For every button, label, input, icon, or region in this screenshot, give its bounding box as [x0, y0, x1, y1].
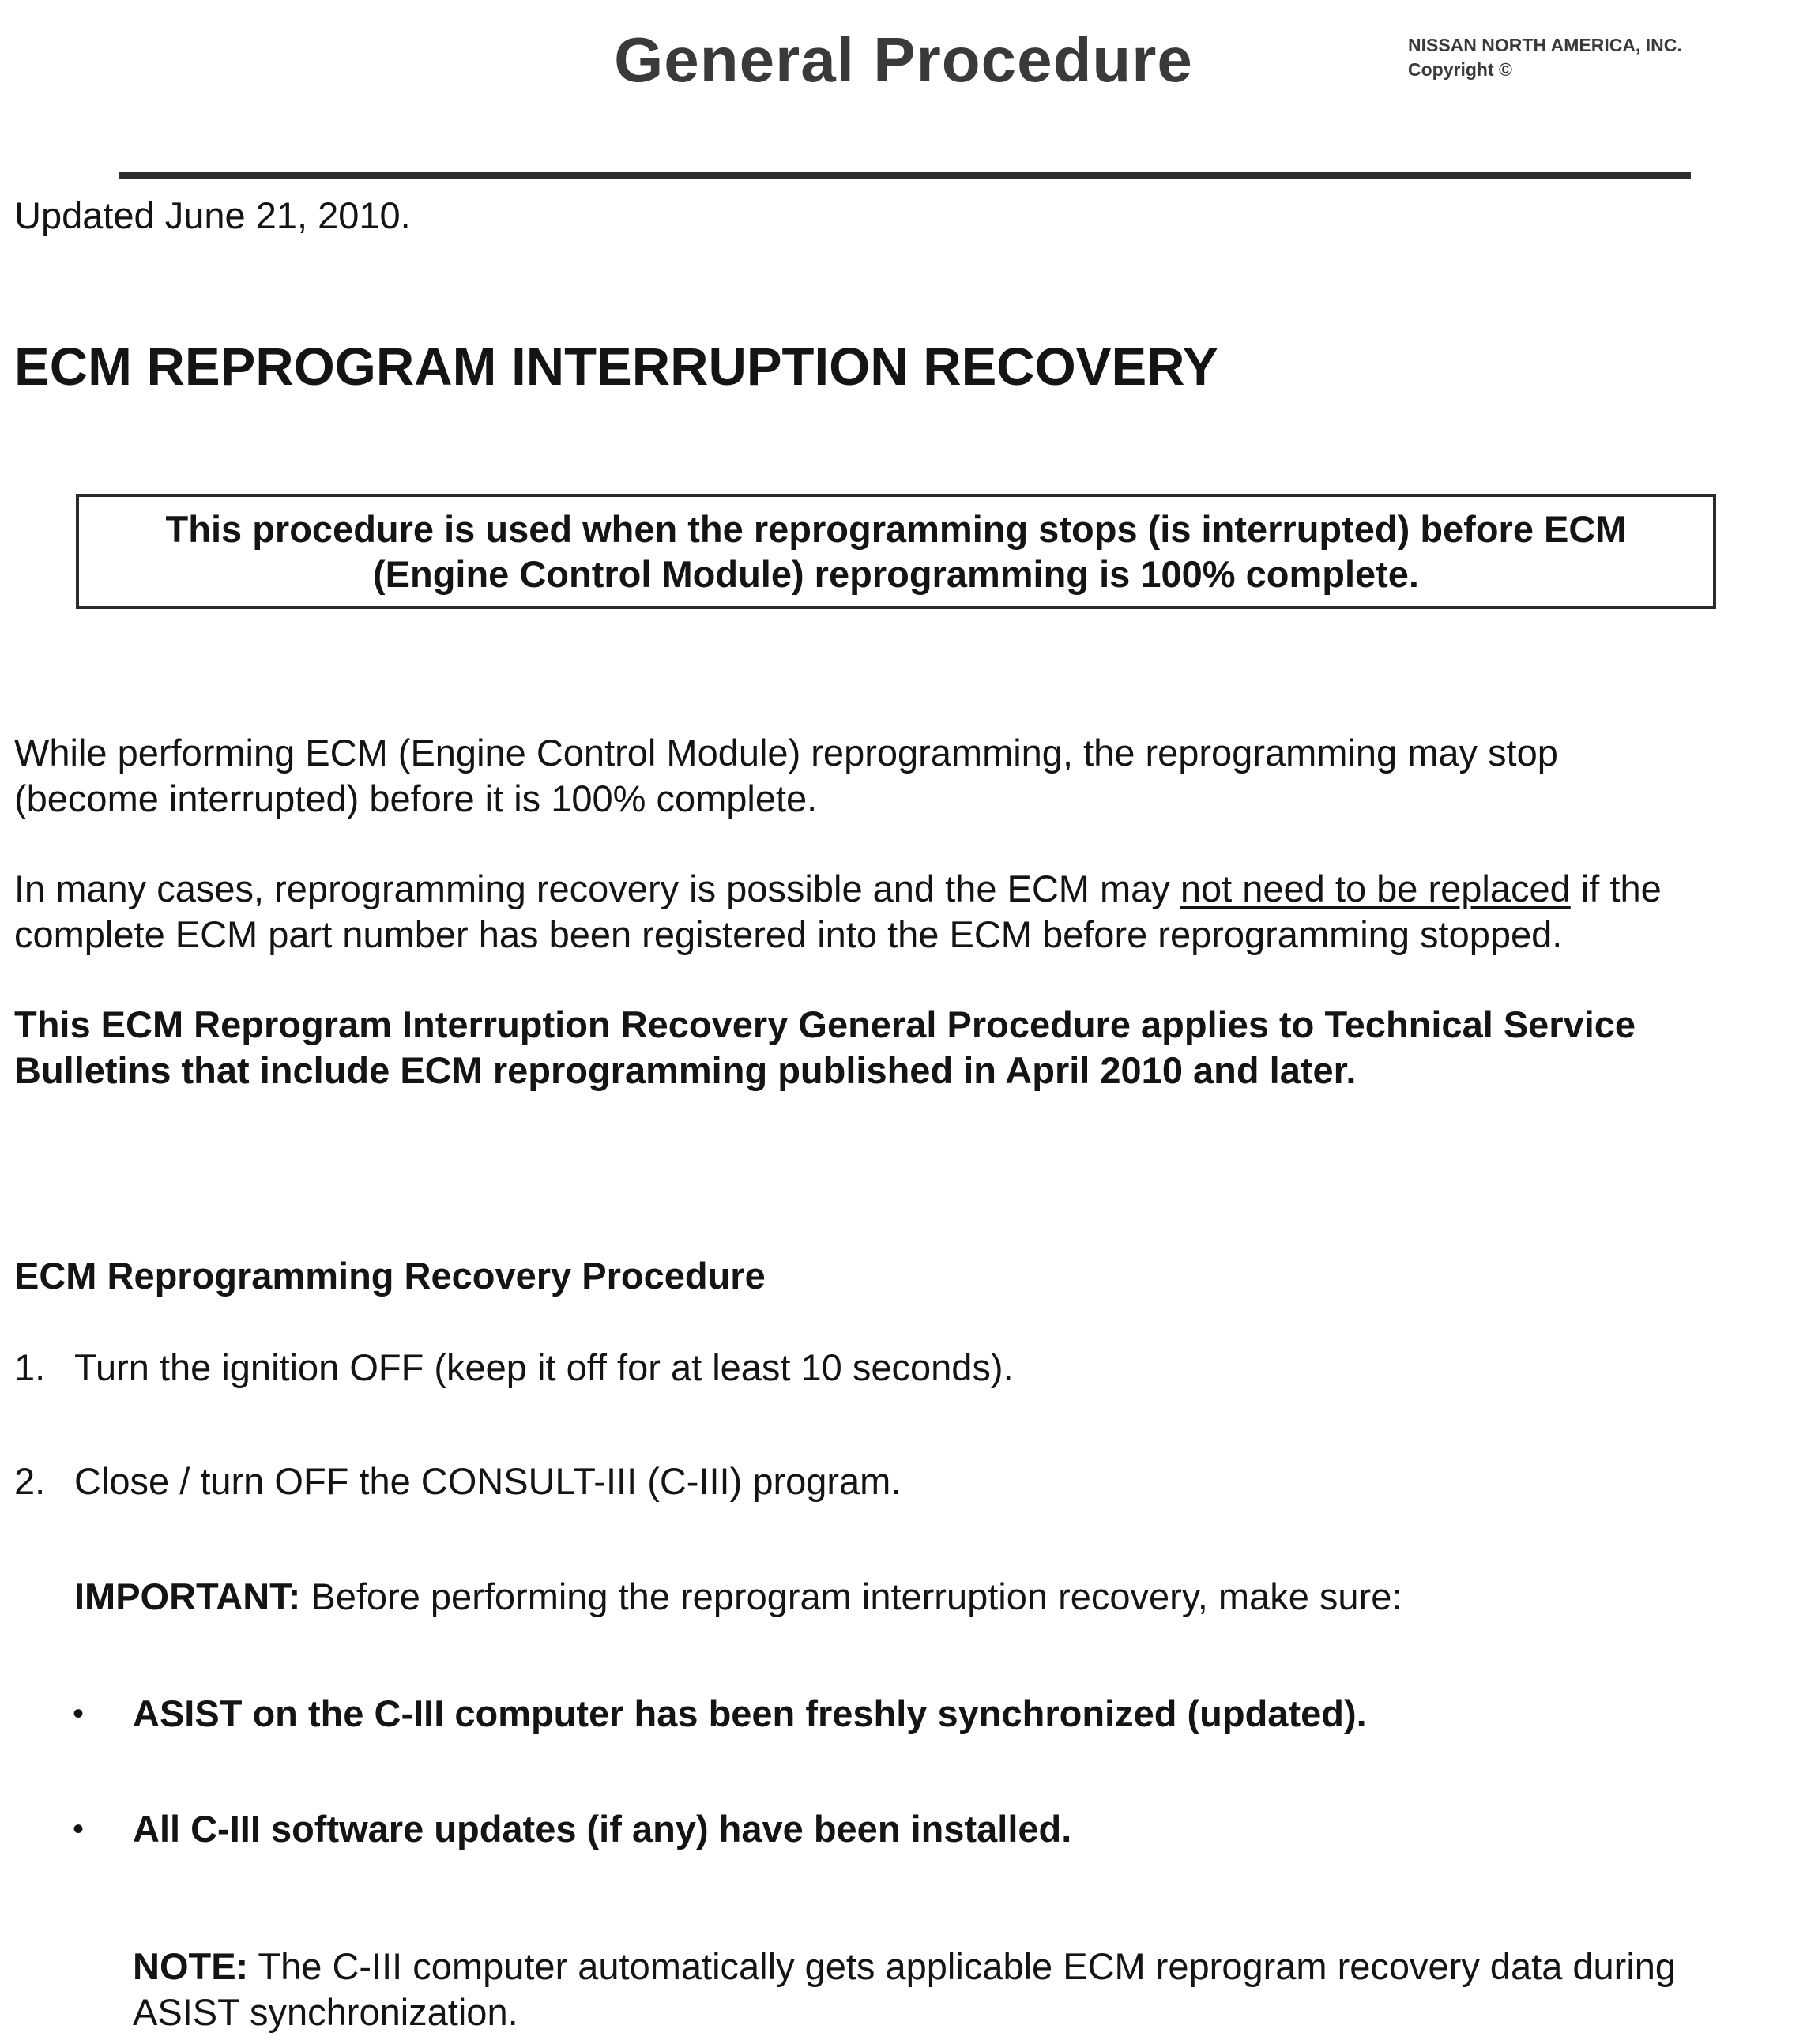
step-text: Close / turn OFF the CONSULT-III (C-III) program. [74, 1460, 902, 1502]
step-number: 2. [14, 1460, 46, 1502]
paragraph-2-line-2: complete ECM part number has been registered into the ECM before reprogramming stopped. [14, 913, 1563, 955]
paragraph-2-text-a: In many cases, reprogramming recovery is possible and the ECM may [14, 868, 1180, 909]
important-label: IMPORTANT: [74, 1575, 301, 1617]
underlined-phrase: not need to be replaced [1180, 868, 1571, 909]
note-label: NOTE: [133, 1945, 249, 1987]
note-line-1 [133, 1944, 1676, 1989]
paragraph-1-line-1: While performing ECM (Engine Control Module) reprogramming, the reprogramming may stop [14, 732, 1558, 774]
copyright-text: Copyright © [1408, 59, 1512, 80]
bullet-icon: • [73, 1812, 85, 1846]
paragraph-3-line-1: This ECM Reprogram Interruption Recovery General Procedure applies to Technical Service [14, 1003, 1636, 1045]
notice-line-2: (Engine Control Module) reprogramming is 100% complete. [372, 553, 1419, 595]
paragraph-1-line-2: (become interrupted) before it is 100% complete. [14, 777, 818, 819]
document-title: ECM REPROGRAM INTERRUPTION RECOVERY [14, 337, 1218, 397]
header-divider [119, 172, 1691, 179]
paragraph-2-line-1 [14, 866, 1662, 912]
step-number: 1. [14, 1346, 46, 1388]
bullet-text: All C-III software updates (if any) have been installed. [133, 1808, 1072, 1850]
step-2 [14, 1459, 901, 1504]
step-text: Turn the ignition OFF (keep it off for at least 10 seconds). [74, 1346, 1014, 1388]
notice-line-1: This procedure is used when the reprogramming stops (is interrupted) before ECM [165, 508, 1627, 550]
note-line-2: ASIST synchronization. [133, 1991, 518, 2033]
bullet-icon: • [73, 1696, 85, 1731]
notice-box [76, 494, 1716, 609]
step-1 [14, 1345, 1014, 1391]
copyright-notice [1408, 33, 1682, 82]
bullet-item [0, 1806, 1807, 1852]
paragraph-2-text-b: if the [1570, 868, 1662, 909]
section-heading: ECM Reprogramming Recovery Procedure [14, 1255, 766, 1297]
company-name: NISSAN NORTH AMERICA, INC. [1408, 35, 1682, 55]
important-text: Before performing the reprogram interruption recovery, make sure: [300, 1575, 1402, 1617]
bullet-item [0, 1691, 1807, 1737]
bullet-text: ASIST on the C-III computer has been freshly synchronized (updated). [133, 1692, 1367, 1734]
paragraph-3-line-2: Bulletins that include ECM reprogramming published in April 2010 and later. [14, 1049, 1357, 1091]
important-note [74, 1574, 1402, 1620]
updated-date: Updated June 21, 2010. [14, 194, 411, 236]
page-header-title: General Procedure [614, 24, 1193, 95]
note-text: The C-III computer automatically gets applicable ECM reprogram recovery data during [248, 1945, 1677, 1987]
